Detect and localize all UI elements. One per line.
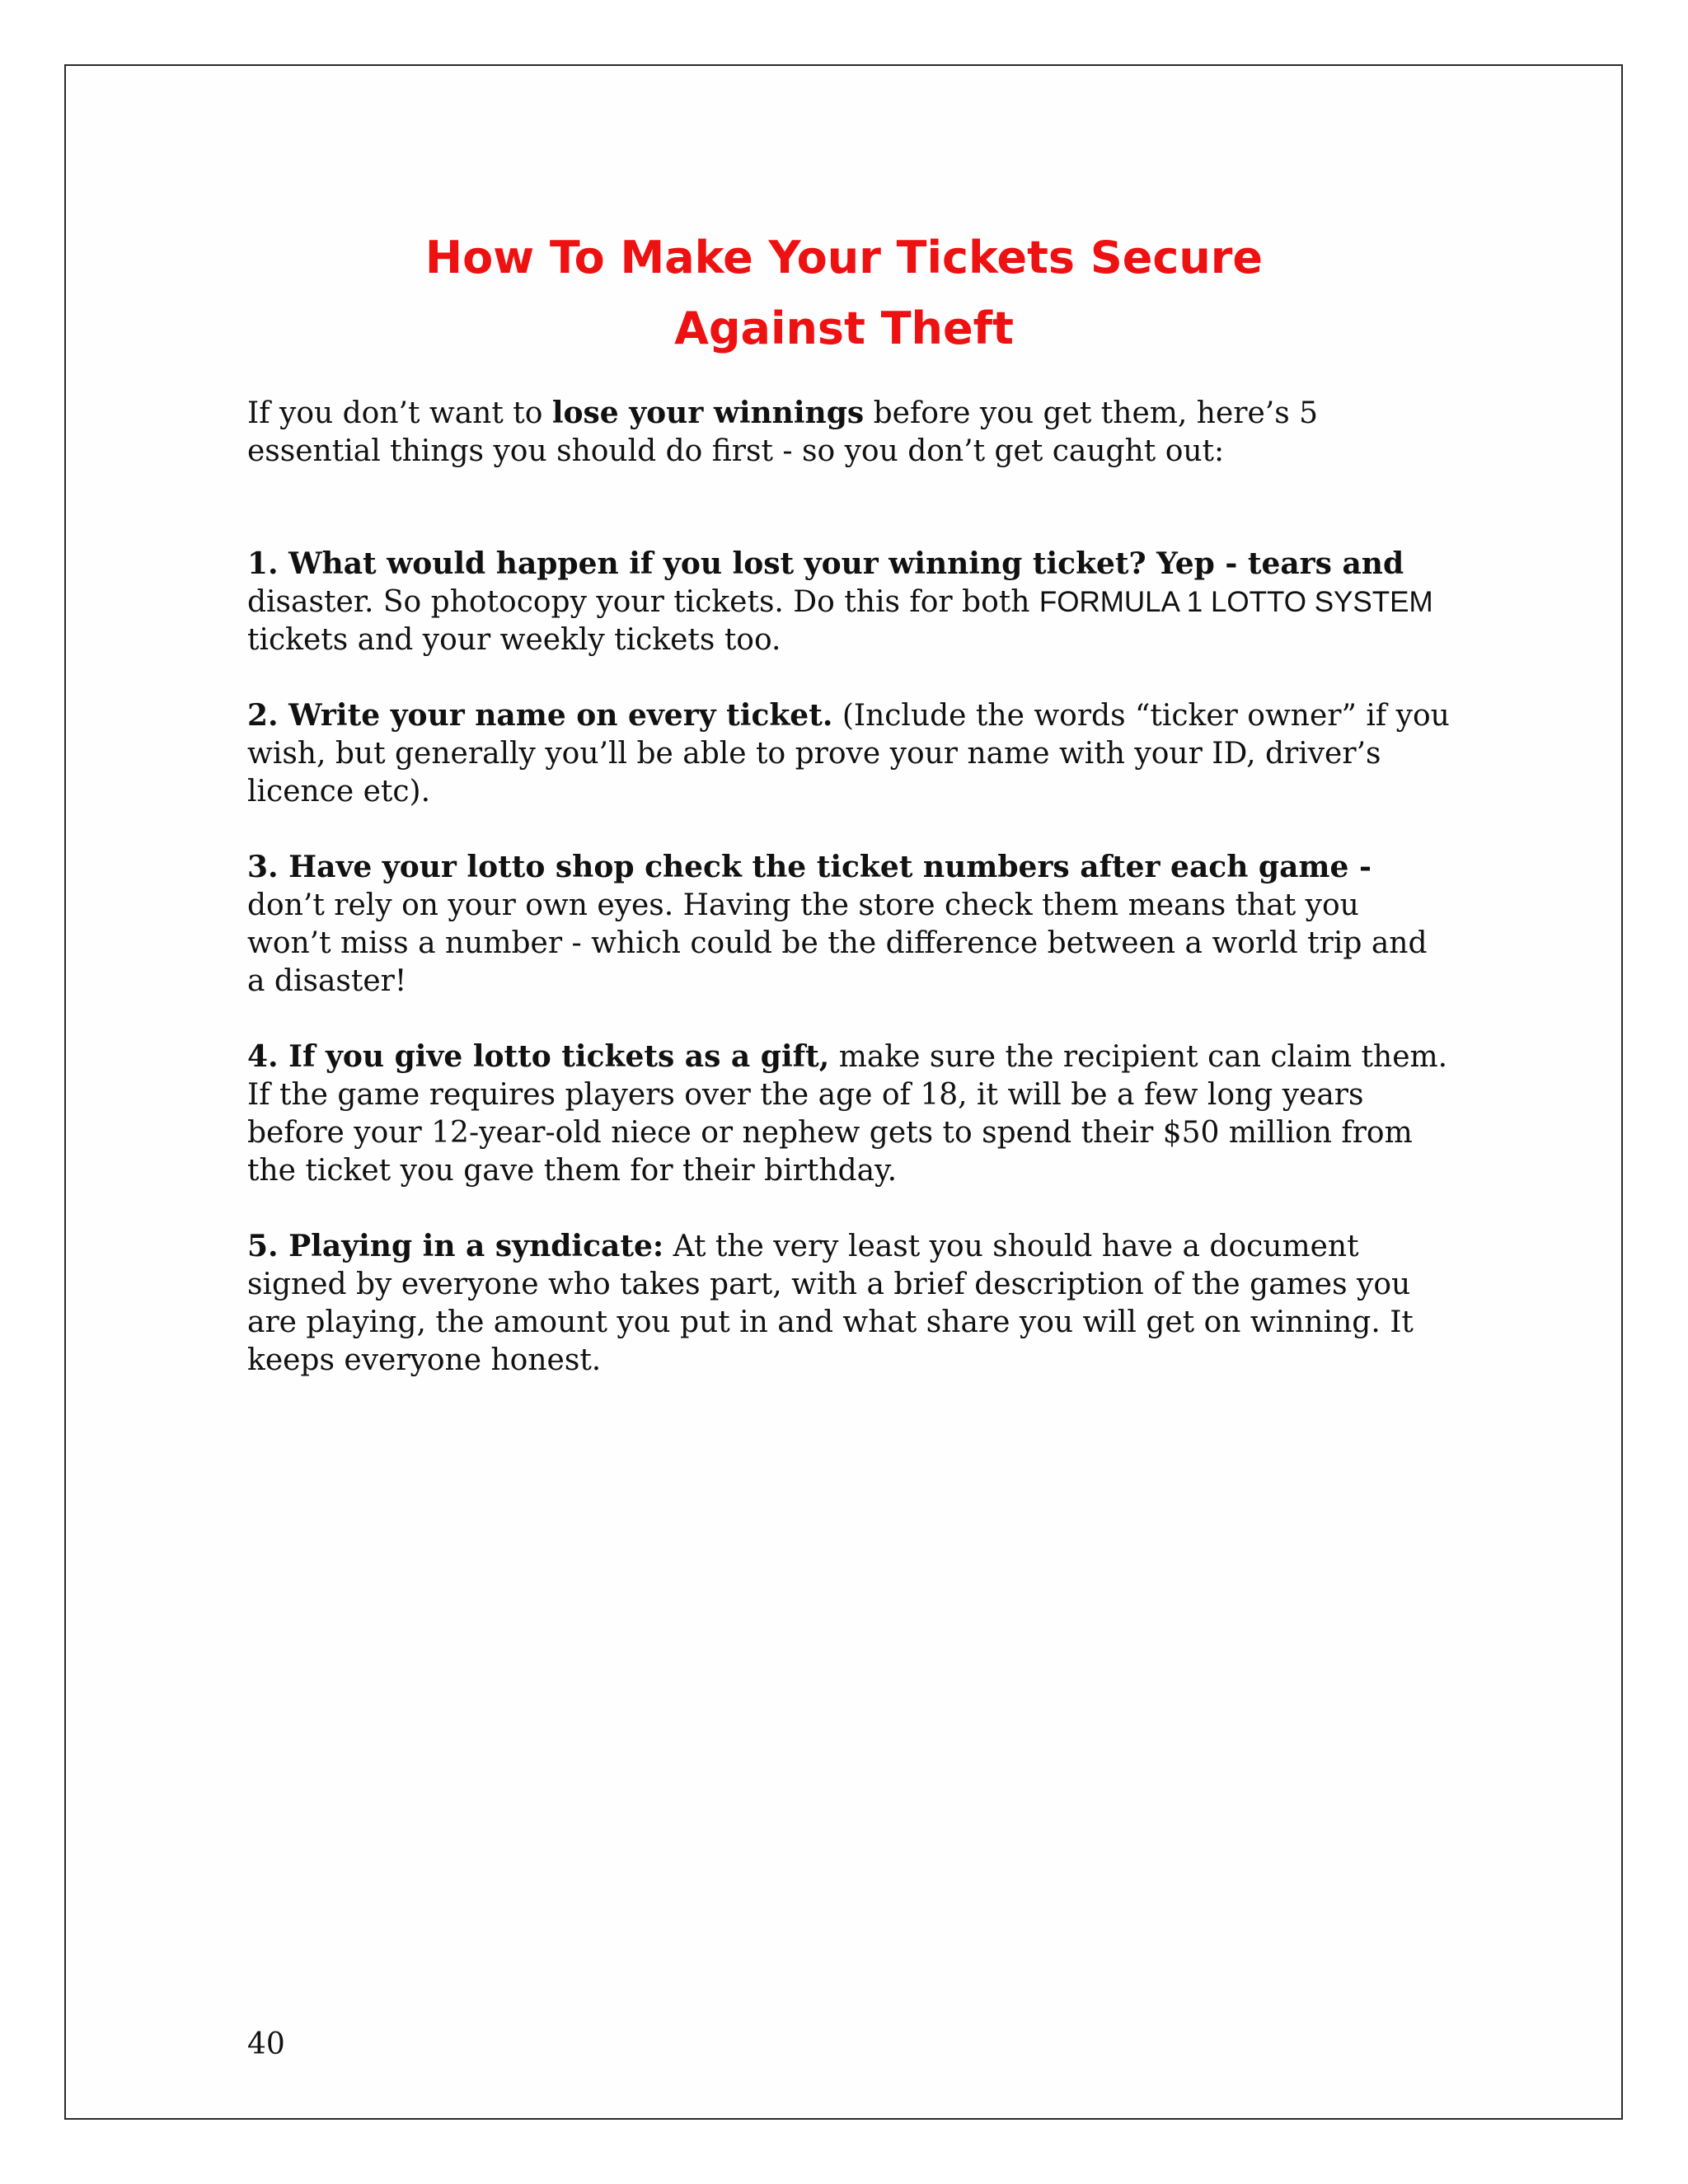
page-title-line-1: How To Make Your Tickets Secure	[424, 232, 1264, 284]
tip-heading: 4. If you give lotto tickets as a gift,	[247, 1039, 830, 1074]
tip-heading: 5. Playing in a syndicate:	[247, 1229, 664, 1263]
intro-paragraph	[247, 394, 1451, 471]
intro-text-start: If you don’t want to	[247, 396, 552, 430]
tip-heading: 1. What would happen if you lost your winning ticket? Yep - tears and	[247, 546, 1404, 581]
tip-item-1	[247, 545, 1451, 659]
intro-emphasis: lose your winnings	[551, 396, 865, 430]
page-number: 40	[247, 2027, 285, 2061]
page-title	[0, 223, 1688, 364]
tip-text: (Include the words “ticker owner” if you wish, but generally you’ll be able to prove your name with your ID, driver’s licence etc).	[247, 699, 1450, 808]
tip-heading: 3. Have your lotto shop check the ticket numbers after each game -	[247, 850, 1372, 884]
page-title-line-2: Against Theft	[674, 302, 1014, 354]
tip-text: tickets and your weekly tickets too.	[247, 623, 781, 657]
tip-text: don’t rely on your own eyes. Having the store check them means that you won’t miss a number - which could be the difference between a world trip and a disaster!	[247, 888, 1428, 998]
intro-text-end: before you get them, here’s 5 essential things you should do first - so you don’t get caught out:	[247, 396, 1319, 468]
tip-item-4	[247, 1038, 1451, 1190]
tip-item-2	[247, 696, 1451, 811]
article-body	[247, 394, 1451, 1417]
tip-text: make sure the recipient can claim them. If the game requires players over the age of 18, it will be a few long years before your 12-year-old niece or nephew gets to spend their $50 million from the ticket you gave them for their birthday.	[247, 1040, 1448, 1188]
tip-heading: 2. Write your name on every ticket.	[247, 698, 833, 733]
tip-text: At the very least you should have a document signed by everyone who takes part, with a brief description of the games you are playing, the amount you put in and what share you will get on winning. It keeps everyone honest.	[247, 1230, 1414, 1377]
product-name: FORMULA 1 LOTTO SYSTEM	[1039, 586, 1433, 618]
tip-text: disaster. So photocopy your tickets. Do this for both	[247, 585, 1039, 619]
tip-item-3	[247, 848, 1451, 1001]
tip-item-5	[247, 1227, 1451, 1380]
